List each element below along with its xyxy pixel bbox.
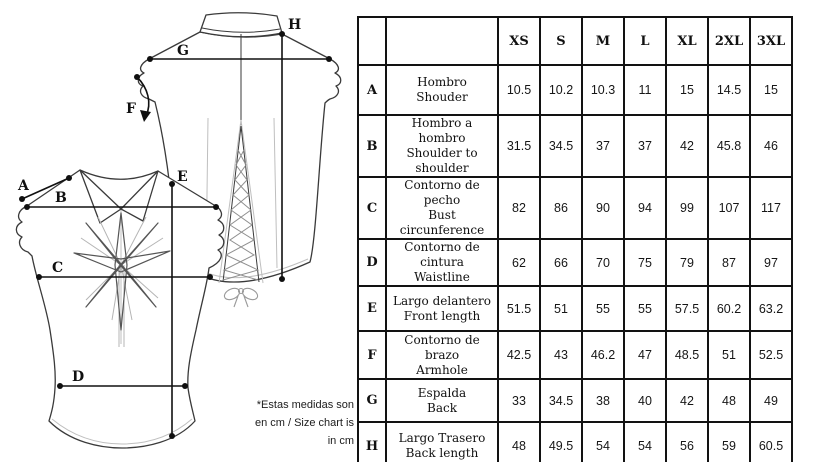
size-value-cell: 48 <box>708 379 750 422</box>
row-label <box>386 239 498 286</box>
measure-arrowhead <box>140 110 151 122</box>
row-label <box>386 177 498 239</box>
row-letter: C <box>358 177 386 239</box>
size-column-header: 2XL <box>708 17 750 65</box>
size-value-cell: 33 <box>498 379 540 422</box>
row-label <box>386 65 498 115</box>
measure-label-a: A <box>18 178 29 194</box>
back-collar <box>200 13 282 37</box>
size-value-cell: 10.5 <box>498 65 540 115</box>
table-row <box>358 65 792 115</box>
label-english: Back length <box>405 446 479 460</box>
measure-dot <box>326 56 332 62</box>
size-value-cell: 57.5 <box>666 286 708 331</box>
size-column-header: M <box>582 17 624 65</box>
units-note-line: *Estas medidas son <box>256 399 354 411</box>
table-corner-cell <box>358 17 386 65</box>
size-column-header: S <box>540 17 582 65</box>
size-value-cell: 51 <box>708 331 750 379</box>
row-letter: H <box>358 422 386 462</box>
size-value-cell: 107 <box>708 177 750 239</box>
size-value-cell: 87 <box>708 239 750 286</box>
measure-label-h: H <box>288 17 302 33</box>
size-value-cell: 90 <box>582 177 624 239</box>
size-value-cell: 63.2 <box>750 286 792 331</box>
table-row <box>358 115 792 177</box>
bow-loop-left <box>223 286 242 302</box>
row-letter: B <box>358 115 386 177</box>
table-row <box>358 286 792 331</box>
label-english: Armhole <box>416 362 468 377</box>
size-value-cell: 117 <box>750 177 792 239</box>
size-value-cell: 34.5 <box>540 115 582 177</box>
label-spanish: Hombro a hombro <box>411 116 473 145</box>
size-value-cell: 55 <box>582 286 624 331</box>
size-value-cell: 79 <box>666 239 708 286</box>
row-label <box>386 331 498 379</box>
label-english: Shouder <box>416 90 468 104</box>
row-label <box>386 422 498 462</box>
row-letter: D <box>358 239 386 286</box>
table-row <box>358 331 792 379</box>
lacing-bow <box>223 286 260 307</box>
label-spanish: Contorno de cintura <box>404 240 480 269</box>
size-value-cell: 59 <box>708 422 750 462</box>
size-value-cell: 11 <box>624 65 666 115</box>
size-value-cell: 54 <box>624 422 666 462</box>
size-value-cell: 42 <box>666 115 708 177</box>
measure-label-g: G <box>177 43 189 59</box>
size-value-cell: 48.5 <box>666 331 708 379</box>
row-label <box>386 286 498 331</box>
label-english: Front length <box>403 308 481 323</box>
size-column-header: XL <box>666 17 708 65</box>
size-value-cell: 49 <box>750 379 792 422</box>
size-value-cell: 66 <box>540 239 582 286</box>
size-value-cell: 47 <box>624 331 666 379</box>
row-label <box>386 379 498 422</box>
size-value-cell: 48 <box>498 422 540 462</box>
measure-dot <box>169 181 175 187</box>
size-value-cell: 46.2 <box>582 331 624 379</box>
measure-label-e: E <box>177 169 188 185</box>
measure-dot <box>147 56 153 62</box>
label-spanish: Hombro <box>417 75 467 89</box>
measure-dot <box>182 383 188 389</box>
measure-dot <box>24 204 30 210</box>
measure-dot <box>134 74 140 80</box>
size-value-cell: 34.5 <box>540 379 582 422</box>
measure-label-b: B <box>55 190 67 206</box>
units-note-line: en cm / Size chart is <box>254 417 354 429</box>
size-chart-table <box>357 16 793 462</box>
measure-label-d: D <box>72 369 85 385</box>
measure-dot <box>36 274 42 280</box>
size-value-cell: 40 <box>624 379 666 422</box>
size-column-header: 3XL <box>750 17 792 65</box>
label-english: Bust circunference <box>399 208 485 237</box>
size-value-cell: 75 <box>624 239 666 286</box>
size-value-cell: 97 <box>750 239 792 286</box>
size-value-cell: 37 <box>582 115 624 177</box>
size-value-cell: 31.5 <box>498 115 540 177</box>
label-english: Shoulder to shoulder <box>406 146 478 175</box>
measure-dot <box>213 204 219 210</box>
size-value-cell: 38 <box>582 379 624 422</box>
size-value-cell: 54 <box>582 422 624 462</box>
units-note-line: in cm <box>327 435 354 447</box>
size-value-cell: 43 <box>540 331 582 379</box>
measure-dot <box>279 276 285 282</box>
size-value-cell: 49.5 <box>540 422 582 462</box>
units-note <box>232 396 354 450</box>
measure-label-f: F <box>126 101 136 117</box>
size-value-cell: 62 <box>498 239 540 286</box>
size-value-cell: 51.5 <box>498 286 540 331</box>
size-value-cell: 60.2 <box>708 286 750 331</box>
measure-dot <box>169 433 175 439</box>
measure-dot <box>19 196 25 202</box>
size-value-cell: 86 <box>540 177 582 239</box>
size-value-cell: 46 <box>750 115 792 177</box>
row-letter: A <box>358 65 386 115</box>
front-view <box>16 170 223 448</box>
table-header-row <box>358 17 792 65</box>
bow-loop-right <box>241 286 260 302</box>
row-letter: G <box>358 379 386 422</box>
size-value-cell: 10.2 <box>540 65 582 115</box>
measure-dot <box>57 383 63 389</box>
size-value-cell: 56 <box>666 422 708 462</box>
label-english: Waistline <box>414 270 470 284</box>
row-letter: E <box>358 286 386 331</box>
label-spanish: Contorno de pecho <box>404 178 480 207</box>
garment-diagram <box>0 0 360 462</box>
front-body-outline <box>16 170 223 448</box>
size-value-cell: 99 <box>666 177 708 239</box>
label-spanish: Espalda <box>417 385 467 400</box>
size-column-header: XS <box>498 17 540 65</box>
size-value-cell: 15 <box>666 65 708 115</box>
label-spanish: Largo Trasero <box>398 431 486 445</box>
measure-dot <box>207 274 213 280</box>
size-value-cell: 82 <box>498 177 540 239</box>
size-value-cell: 70 <box>582 239 624 286</box>
label-spanish: Largo delantero <box>393 293 491 308</box>
size-value-cell: 60.5 <box>750 422 792 462</box>
size-value-cell: 42.5 <box>498 331 540 379</box>
table-corner-cell <box>386 17 498 65</box>
measure-dot <box>66 175 72 181</box>
size-value-cell: 94 <box>624 177 666 239</box>
measure-dot <box>279 31 285 37</box>
size-value-cell: 14.5 <box>708 65 750 115</box>
row-letter: F <box>358 331 386 379</box>
size-column-header: L <box>624 17 666 65</box>
size-value-cell: 52.5 <box>750 331 792 379</box>
label-spanish: Contorno de brazo <box>404 332 480 362</box>
size-value-cell: 55 <box>624 286 666 331</box>
size-value-cell: 51 <box>540 286 582 331</box>
size-value-cell: 42 <box>666 379 708 422</box>
size-value-cell: 10.3 <box>582 65 624 115</box>
size-value-cell: 15 <box>750 65 792 115</box>
size-value-cell: 37 <box>624 115 666 177</box>
table-row <box>358 239 792 286</box>
measure-label-c: C <box>52 260 64 276</box>
row-label <box>386 115 498 177</box>
size-value-cell: 45.8 <box>708 115 750 177</box>
table-row <box>358 379 792 422</box>
table-row <box>358 177 792 239</box>
table-row <box>358 422 792 462</box>
label-english: Back <box>427 400 457 415</box>
